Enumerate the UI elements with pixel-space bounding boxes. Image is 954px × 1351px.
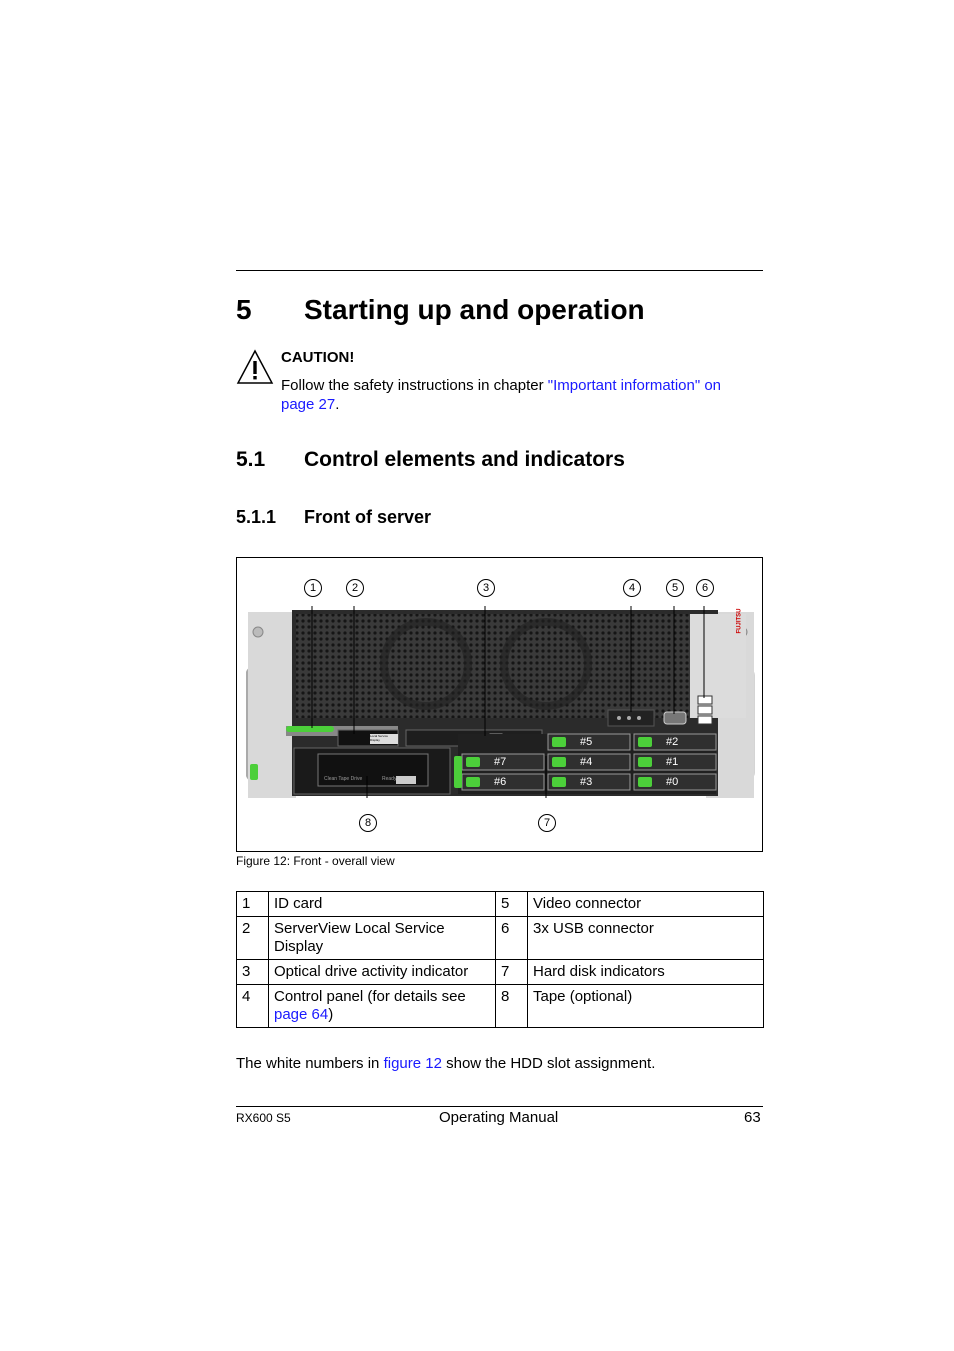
hdd-slot-label: #0 <box>666 776 679 788</box>
legend-description: Optical drive activity indicator <box>269 960 496 985</box>
caution-text-after: . <box>335 396 340 413</box>
caution-text-before: Follow the safety instructions in chapter <box>281 377 548 394</box>
hdd-slot-label: #4 <box>580 756 593 768</box>
legend-description <box>269 985 496 1028</box>
legend-number: 1 <box>237 892 269 917</box>
callout-8: 8 <box>359 814 377 832</box>
chapter-number: 5 <box>236 294 252 325</box>
legend-description: ServerView Local Service Display <box>269 917 496 960</box>
section-title: Control elements and indicators <box>304 448 625 471</box>
legend-description: Video connector <box>528 892 764 917</box>
hdd-slot-label: #7 <box>494 756 507 768</box>
footer-product: RX600 S5 <box>236 1111 291 1125</box>
legend-table <box>236 891 764 1028</box>
top-rule <box>236 270 763 271</box>
callout-3: 3 <box>477 579 495 597</box>
note-before: The white numbers in <box>236 1055 384 1072</box>
legend-description: Hard disk indicators <box>528 960 764 985</box>
caution-text <box>281 376 751 414</box>
subsection-number: 5.1.1 <box>236 507 277 527</box>
callout-1: 1 <box>304 579 322 597</box>
brand-label: FUJITSU <box>736 608 743 634</box>
callout-2: 2 <box>346 579 364 597</box>
callout-7: 7 <box>538 814 556 832</box>
hdd-slot-label: #1 <box>666 756 679 768</box>
legend-number: 5 <box>496 892 528 917</box>
table-row <box>237 985 764 1028</box>
footer-page-number: 63 <box>744 1109 761 1126</box>
callout-4: 4 <box>623 579 641 597</box>
legend-number: 8 <box>496 985 528 1028</box>
callout-5: 5 <box>666 579 684 597</box>
subsection-title: Front of server <box>304 507 432 527</box>
page-64-link[interactable]: page 64 <box>274 1006 329 1023</box>
legend-description-after: ) <box>328 1006 334 1023</box>
figure-12-link[interactable]: figure 12 <box>383 1055 442 1072</box>
server-front-illustration <box>246 606 756 803</box>
footer-title: Operating Manual <box>439 1109 559 1126</box>
table-row <box>237 960 764 985</box>
warning-icon <box>236 349 274 390</box>
legend-description: ID card <box>269 892 496 917</box>
legend-number: 6 <box>496 917 528 960</box>
hdd-slot-label: #5 <box>580 736 593 748</box>
legend-description: Tape (optional) <box>528 985 764 1028</box>
table-row <box>237 917 764 960</box>
lsd-label: Local Service Display <box>370 734 389 742</box>
hdd-slot-label: #6 <box>494 776 507 788</box>
legend-number: 2 <box>237 917 269 960</box>
legend-description: 3x USB connector <box>528 917 764 960</box>
table-row <box>237 892 764 917</box>
note-after: show the HDD slot assignment. <box>441 1055 656 1072</box>
legend-description-text: Control panel (for details see <box>274 988 466 1005</box>
slot-assignment-note <box>236 1054 655 1073</box>
legend-number: 3 <box>237 960 269 985</box>
caution-label: CAUTION! <box>281 349 355 366</box>
section-number: 5.1 <box>236 448 266 471</box>
footer-rule <box>236 1106 763 1107</box>
legend-number: 7 <box>496 960 528 985</box>
tape-label-right: Ready <box>382 776 397 782</box>
tape-label-left: Clean Tape Drive <box>324 776 363 782</box>
figure-caption: Figure 12: Front - overall view <box>236 854 395 868</box>
important-information-link[interactable]: "Important information" on page 27 <box>281 377 722 413</box>
legend-number: 4 <box>237 985 269 1028</box>
chapter-title: Starting up and operation <box>304 294 645 325</box>
callout-6: 6 <box>696 579 714 597</box>
hdd-slot-label: #2 <box>666 736 679 748</box>
hdd-slot-label: #3 <box>580 776 593 788</box>
